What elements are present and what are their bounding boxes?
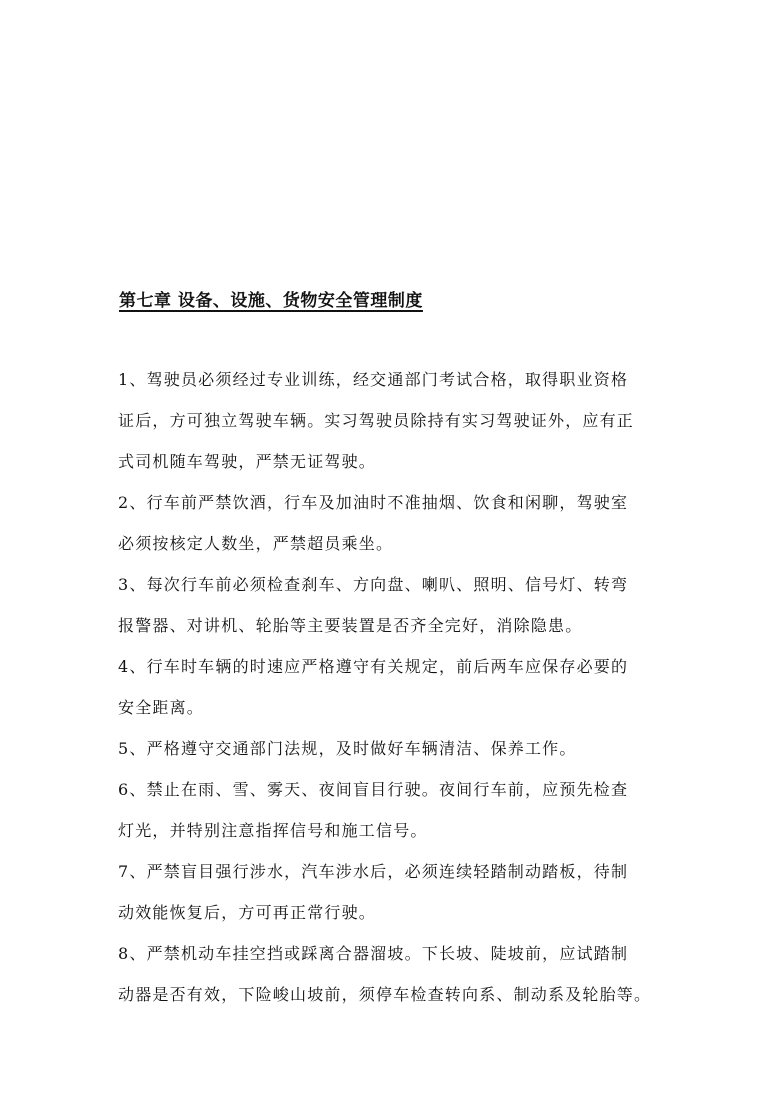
regulation-item-5 — [118, 728, 670, 769]
text-line: 必须按核定人数坐，严禁超员乘坐。 — [118, 534, 394, 553]
text-line: 动效能恢复后，方可再正常行驶。 — [118, 903, 377, 922]
text-line: 动器是否有效，下险峻山坡前，须停车检查转向系、制动系及轮胎等。 — [118, 985, 652, 1004]
regulation-item-8 — [118, 933, 670, 1015]
text-line: 式司机随车驾驶，严禁无证驾驶。 — [118, 452, 377, 471]
text-line: 安全距离。 — [118, 698, 205, 717]
regulation-item-2 — [118, 482, 670, 564]
text-line: 7、严禁盲目强行涉水，汽车涉水后，必须连续轻踏制动踏板，待制 — [118, 862, 629, 881]
regulation-item-4 — [118, 646, 670, 728]
text-line: 3、每次行车前必须检查刹车、方向盘、喇叭、照明、信号灯、转弯 — [118, 575, 629, 594]
text-line: 2、行车前严禁饮酒，行车及加油时不准抽烟、饮食和闲聊，驾驶室 — [118, 493, 629, 512]
text-line: 4、行车时车辆的时速应严格遵守有关规定，前后两车应保存必要的 — [118, 657, 629, 676]
regulation-item-7 — [118, 851, 670, 933]
text-line: 报警器、对讲机、轮胎等主要装置是否齐全完好，消除隐患。 — [118, 616, 583, 635]
text-line: 1、驾驶员必须经过专业训练，经交通部门考试合格，取得职业资格 — [118, 370, 629, 389]
text-line: 证后，方可独立驾驶车辆。实习驾驶员除持有实习驾驶证外，应有正 — [118, 411, 635, 430]
chapter-title: 第七章 设备、设施、货物安全管理制度 — [119, 291, 423, 311]
text-line: 灯光，并特别注意指挥信号和施工信号。 — [118, 821, 428, 840]
regulation-item-1 — [118, 359, 670, 482]
regulation-item-6 — [118, 769, 670, 851]
text-line: 5、严格遵守交通部门法规，及时做好车辆清洁、保养工作。 — [118, 739, 577, 758]
regulation-list — [118, 359, 670, 1015]
text-line: 6、禁止在雨、雪、雾天、夜间盲目行驶。夜间行车前，应预先检查 — [118, 780, 629, 799]
regulation-item-3 — [118, 564, 670, 646]
text-line: 8、严禁机动车挂空挡或踩离合器溜坡。下长坡、陡坡前，应试踏制 — [118, 944, 629, 963]
